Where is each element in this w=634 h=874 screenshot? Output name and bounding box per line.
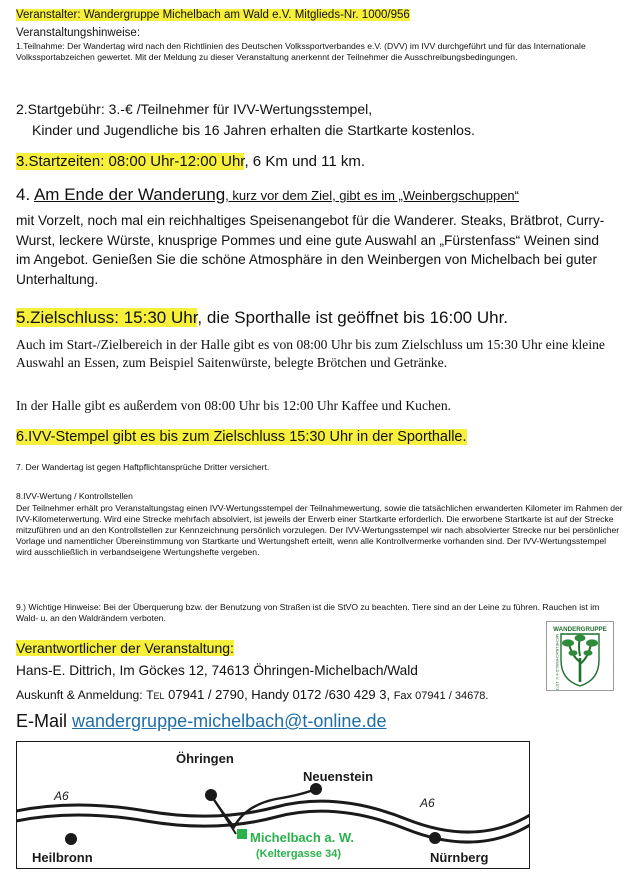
notes-heading: Veranstaltungshinweise: (16, 27, 141, 39)
participation-text: 1.Teilnahme: Der Wandertag wird nach den Richtlinien des Deutschen Volkssportverbandes e.V. (DVV) im IVV durchgeführt und für das Internationale Volkssportabzeichen gewertet. Mit der Meldung zu dieser Veranstaltung anerkennt der Teilnehmer die Ausschreibungsbedingungen. (16, 41, 586, 62)
responsible-line (16, 639, 622, 658)
contact-tel: 07941 / 2790, Handy 0172 /630 429 3, (164, 687, 394, 702)
responsible-heading: Verantwortlicher der Veranstaltung: (16, 640, 234, 656)
organizer-text: Veranstalter: Wandergruppe Michelbach am Wald e.V. Mitglieds-Nr. 1000/956 (16, 9, 410, 21)
destination-marker (237, 829, 247, 839)
city-oehringen: Öhringen (176, 751, 234, 766)
city-dot-heilbronn (65, 833, 77, 845)
stamp-text: 6.IVV-Stempel gibt es bis zum Zielschluss 15:30 Uhr in der Sporthalle. (16, 429, 467, 445)
email-link[interactable]: wandergruppe-michelbach@t-online.de (72, 711, 387, 731)
city-neuenstein: Neuenstein (303, 769, 374, 784)
hints-text: 9.) Wichtige Hinweise: Bei der Überquerung bzw. der Benutzung von Straßen ist die StVO zu beachten. Tiere sind an der Leine zu führen. Rauchen ist im Wald- u. an den Waldrändern verboten. (16, 602, 600, 623)
end-of-hike-body: mit Vorzelt, noch mal ein reichhaltiges Speisenangebot für die Wanderer. Steaks, Brätbrot, Curry-Wurst, leckere Würste, knusprige Pommes und eine gute Auswahl an „Fürstenfass“ Weinen sind im Angebot. Genießen Sie die schöne Atmosphäre in den Weinbergen von Michelbach bei guter Unterhaltung. (16, 213, 605, 287)
hall-text: Auch im Start-/Zielbereich in der Halle gibt es von 08:00 Uhr bis zum Zielschluss um 15:30 Uhr eine kleine Auswahl an Essen, zum Beispiel Saitenwürste, belegte Brötchen und Getränke. (16, 337, 605, 370)
destination-name: Michelbach a. W. (250, 830, 355, 845)
route-map (16, 741, 530, 869)
start-times-line (16, 151, 622, 173)
contact-line (16, 686, 556, 705)
contact-label: Auskunft & Anmeldung: (16, 688, 147, 702)
end-rest: , kurz vor dem Ziel, gibt es im „Weinbergschuppen“ (225, 188, 519, 203)
address: Hans-E. Dittrich, Im Göckes 12, 74613 Öhringen-Michelbach/Wald (16, 663, 418, 678)
start-times: 3.Startzeiten: 08:00 Uhr-12:00 Uhr (16, 153, 245, 170)
road-label-right: A6 (420, 796, 435, 810)
fee-line-2: Kinder und Jugendliche bis 16 Jahren erhalten die Startkarte kostenlos. (32, 122, 475, 138)
closing-line (16, 306, 622, 330)
logo-title: WANDERGRUPPE (553, 626, 607, 633)
club-logo-graphic (547, 622, 613, 690)
fee-line-1: 2.Startgebühr: 3.-€ /Teilnehmer für IVV-Wertungsstempel, (16, 101, 373, 117)
hall-text-2: In der Halle gibt es außerdem von 08:00 Uhr bis 12:00 Uhr Kaffee und Kuchen. (16, 398, 452, 413)
closing-time: 5.Zielschluss: 15:30 Uhr (16, 308, 198, 327)
city-nuernberg: Nürnberg (430, 850, 489, 865)
end-title: Am Ende der Wanderung (33, 185, 226, 204)
city-heilbronn: Heilbronn (32, 850, 93, 865)
ivv-heading: 8.IVV-Wertung / Kontrollstellen (16, 491, 133, 501)
end-of-hike-heading (16, 185, 622, 206)
contact-tel-prefix: Tel (146, 688, 165, 702)
insurance-text: 7. Der Wandertag ist gegen Haftpflichtansprüche Dritter versichert. (16, 462, 270, 472)
email-line (16, 708, 622, 734)
road-label-left: A6 (54, 789, 69, 803)
end-number: 4. (16, 185, 34, 204)
distances: , 6 Km und 11 km. (244, 153, 366, 170)
organizer-line (16, 8, 622, 23)
stamp-line (16, 426, 622, 448)
logo-ring-text: MICHELBACH/WALD e.V. 1973 (555, 633, 560, 690)
closing-rest: , die Sporthalle ist geöffnet bis 16:00 Uhr. (197, 308, 509, 327)
destination-address: (Keltergasse 34) (256, 848, 341, 860)
city-dot-nuernberg (429, 832, 441, 844)
contact-fax: Fax 07941 / 34678. (393, 690, 489, 702)
city-dot-neuenstein (310, 783, 322, 795)
city-dot-oehringen (205, 789, 217, 801)
club-logo (546, 621, 614, 691)
ivv-text: Der Teilnehmer erhält pro Veranstaltungstag einen IVV-Wertungsstempel der Teilnahmewertung, sowie die tatsächlichen erwanderten Kilometer im Rahmen der IVV-Kilometerwertung. Wird eine Strecke mehrfach absolviert, ist jeweils der Erwerb einer Startkarte erforderlich. Die erworbene Startkarte ist auf der Strecke mitzuführen und an den Kontrollstellen zur Kennzeichnung persönlich vorzulegen. Der IVV-Wertungsstempel wir nach absolvierter Strecke nur bei persönlicher Vorlage und namentlicher Übereinstimmung von Startkarte und Wertungsheft erteilt, wenn alle Kontrollvermerke vorhanden sind. Der IVV-Wertungsstempel wird ausschließlich in verbandseigene Wertungshefte vergeben. (16, 503, 623, 557)
email-label: E-Mail (16, 711, 73, 731)
